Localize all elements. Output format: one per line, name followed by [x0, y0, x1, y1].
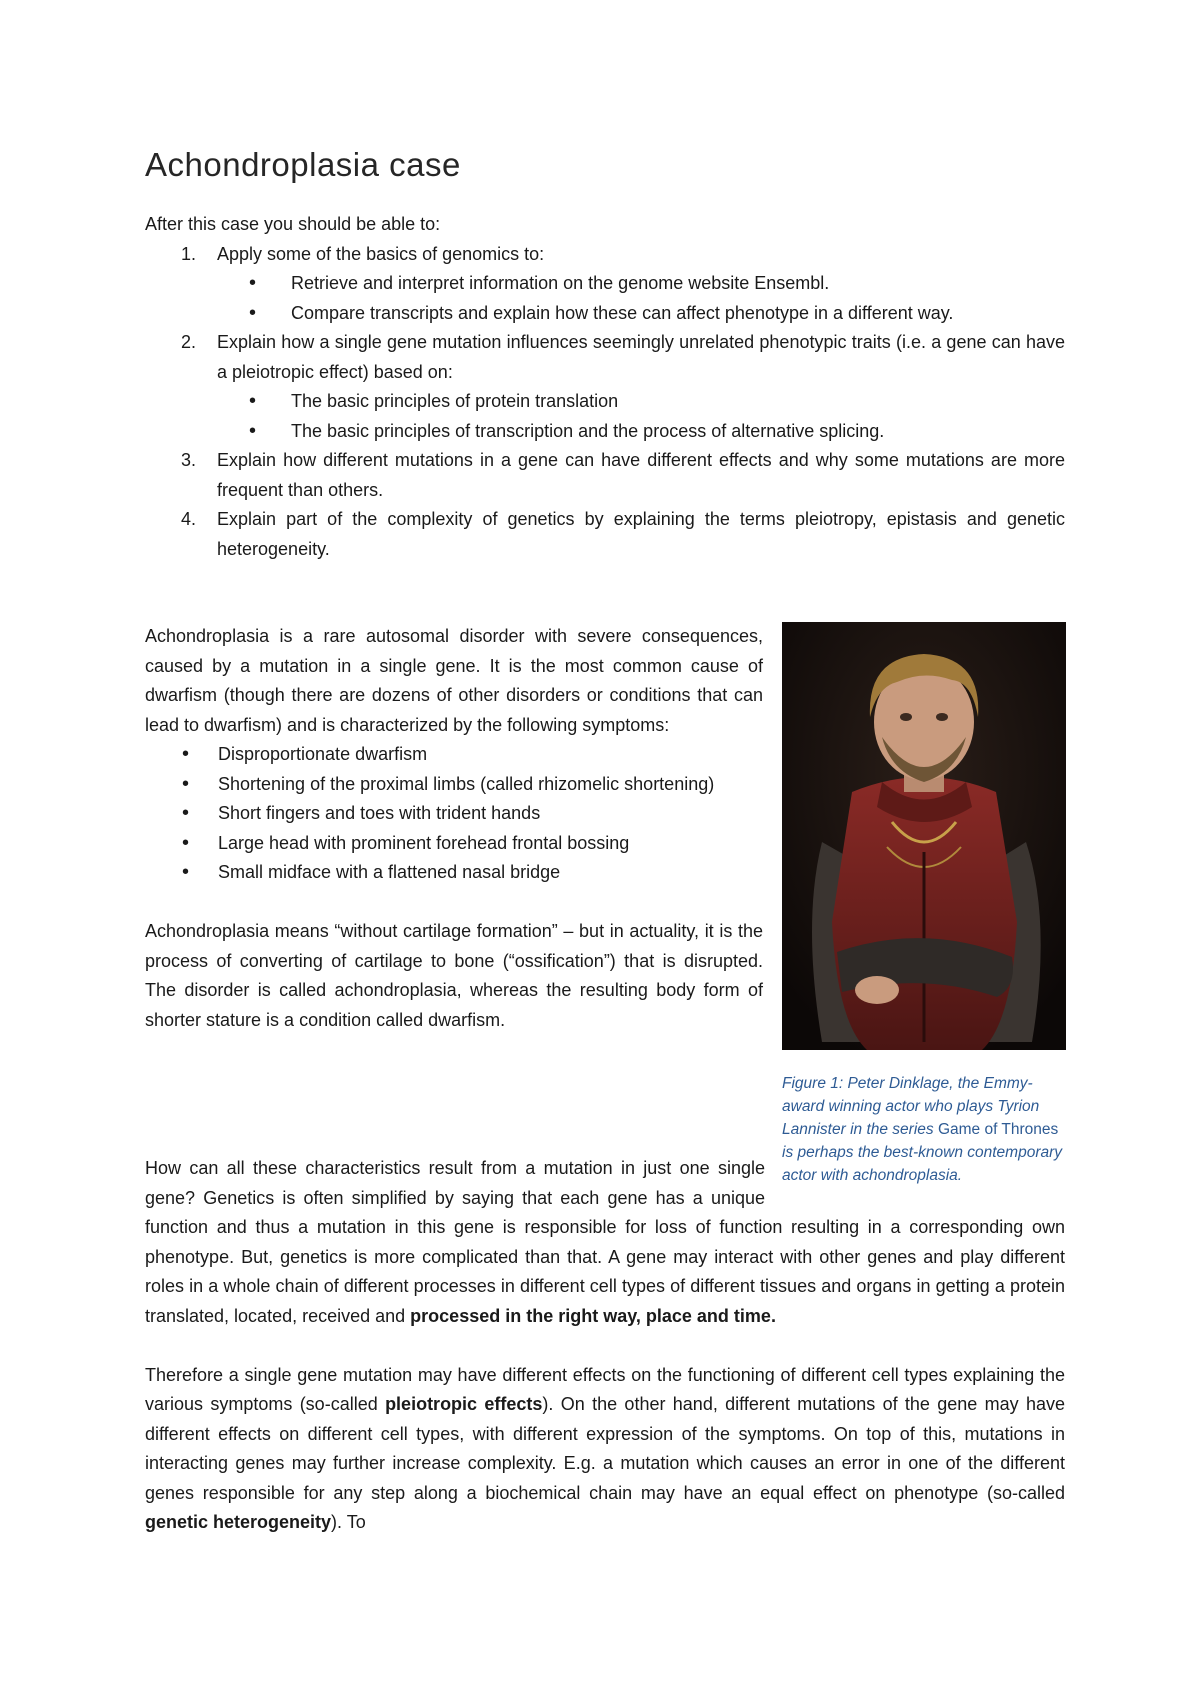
paragraph-pleiotropy — [145, 1361, 1065, 1538]
paragraph-question-block — [145, 1154, 1065, 1538]
sub-item: • Compare transcripts and explain how these can affect phenotype in a different way. — [145, 299, 1065, 329]
pleiotropy-text-1: Therefore a single gene mutation may have different effects on the functioning of different cell types explaining the various symptoms (so-called — [145, 1364, 1065, 1414]
caption-series-title: Game of Thrones — [937, 1121, 1059, 1138]
objective-item — [145, 505, 1065, 564]
objective-number: 4. — [181, 509, 197, 529]
caption-text: Figure 1: Peter Dinklage, the Emmy-award winning actor who plays Tyrion Lannister in the series — [782, 1075, 1040, 1138]
symptom-item: • Large head with prominent forehead frontal bossing — [145, 829, 763, 859]
objective-number: 2. — [181, 332, 197, 352]
objective-sublist — [217, 387, 1065, 446]
symptom-item: • Disproportionate dwarfism — [145, 740, 763, 770]
objective-text: Explain how different mutations in a gene can have different effects and why some mutations are more frequent than others. — [217, 450, 1065, 500]
paragraph-question-text — [145, 1154, 1065, 1331]
caption-text-end: is perhaps the best-known contemporary actor with achondroplasia. — [782, 1144, 1063, 1184]
paragraph-intro: Achondroplasia is a rare autosomal disorder with severe consequences, caused by a mutation in a single gene. It is the most common cause of dwarfism (though there are dozens of other disorders or conditions that can lead to dwarfism) and is characterized by the following symptoms: — [145, 626, 763, 735]
pleiotropy-bold-2: genetic heterogeneity — [145, 1512, 332, 1532]
left-column — [145, 622, 763, 1035]
portrait-illustration — [782, 622, 1066, 1050]
objective-number: 1. — [181, 243, 197, 264]
objective-number: 3. — [181, 450, 197, 470]
objective-text: Explain part of the complexity of genetics by explaining the terms pleiotropy, epistasis and genetic heterogeneity. — [217, 509, 1065, 559]
objective-text: Apply some of the basics of genomics to: — [217, 243, 545, 264]
question-bold: processed in the right way, place and time — [410, 1305, 771, 1326]
pleiotropy-text-2: ). On the other hand, different mutations of the gene may have different effects on different cell types, with different expression of the symptoms. On top of this, mutations in interacting genes may further increase complexity. E.g. a mutation which causes an error in one of the different genes responsible for any step along a biochemical chain may have an equal effect on phenotype (so-called — [145, 1394, 1065, 1503]
learning-objectives — [145, 210, 1065, 564]
objectives-list — [145, 240, 1065, 565]
page-title: Achondroplasia case — [145, 146, 461, 183]
sub-item: • The basic principles of transcription and the process of alternative splicing. — [145, 417, 1065, 447]
paragraph-definition: Achondroplasia means “without cartilage formation” – but in actuality, it is the process of converting of cartilage to bone (“ossification”) that is disrupted. The disorder is called achondroplasia, whereas the resulting body form of shorter stature is a condition called dwarfism. — [145, 921, 763, 1030]
actor-photo — [782, 622, 1066, 1050]
caption-spacer — [765, 1154, 1065, 1213]
symptom-item: • Small midface with a flattened nasal bridge — [145, 858, 763, 888]
pleiotropy-bold-1: pleiotropic effects — [385, 1394, 543, 1414]
intro-line: After this case you should be able to: — [145, 214, 441, 234]
sub-item: • The basic principles of protein translation — [145, 387, 1065, 417]
pleiotropy-text-3: ). To — [331, 1512, 366, 1532]
sub-item: • Retrieve and interpret information on the genome website Ensembl. — [145, 269, 1065, 299]
objective-item — [145, 240, 1065, 329]
symptoms-list — [145, 740, 763, 888]
question-end: . — [770, 1305, 776, 1326]
objective-item — [145, 446, 1065, 505]
symptom-item: • Short fingers and toes with trident hands — [145, 799, 763, 829]
objective-sublist — [217, 269, 1065, 328]
objective-item — [145, 328, 1065, 446]
question-text: How can all these characteristics result from a mutation in just one single gene? Genetics is often simplified by saying that each gene has a unique function and thus a mutation in this gene is responsible for loss of function resulting in a corresponding own phenotype. But, genetics is more complicated than that. A gene may interact with other genes and play different roles in a whole chain of different processes in different cell types of different tissues and organs in getting a protein translated, located, received and — [145, 1158, 1065, 1326]
objective-text: Explain how a single gene mutation influences seemingly unrelated phenotypic traits (i.e. a gene can have a pleiotropic effect) based on: — [217, 332, 1065, 382]
symptom-item: • Shortening of the proximal limbs (called rhizomelic shortening) — [145, 770, 763, 800]
